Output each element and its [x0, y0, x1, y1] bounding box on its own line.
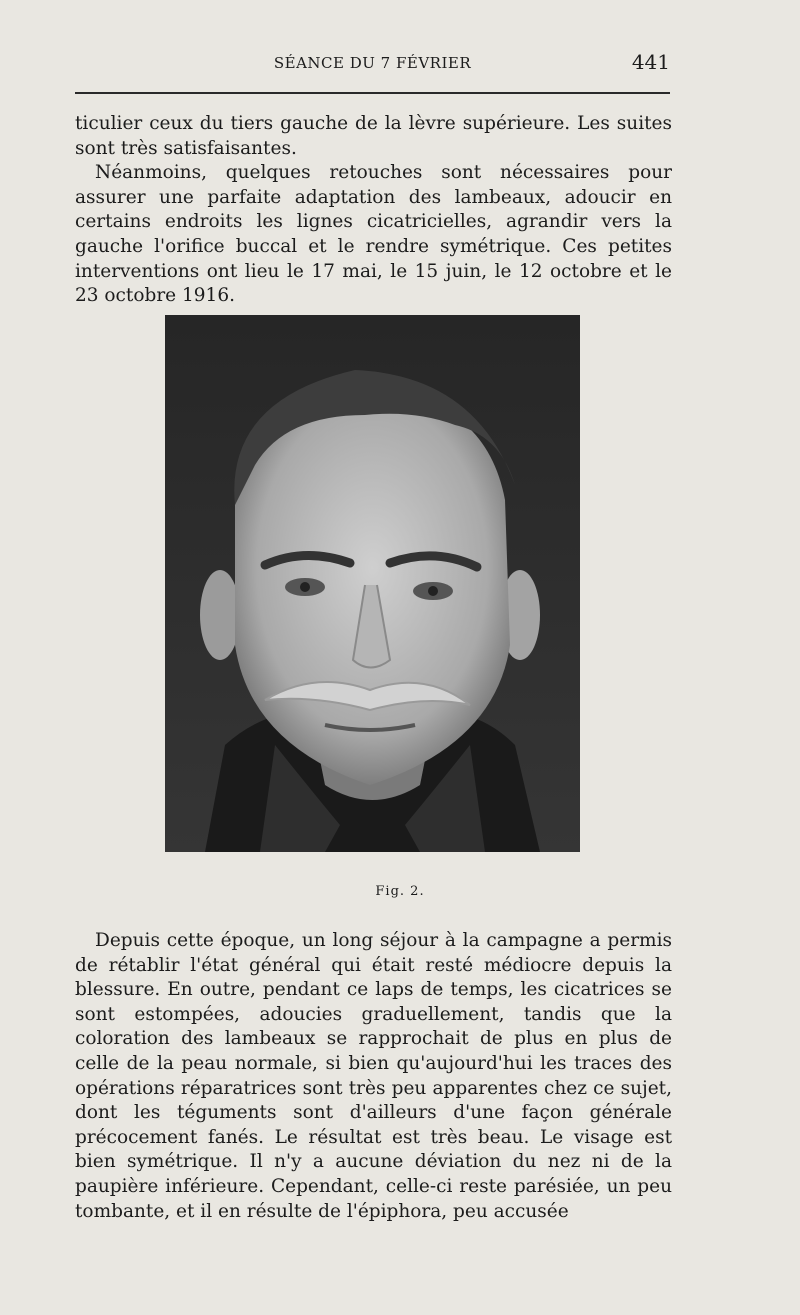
page-number: 441: [631, 50, 670, 74]
figure-caption: Fig. 2.: [375, 884, 425, 899]
running-head: SÉANCE DU 7 FÉVRIER: [273, 54, 472, 72]
paragraph: Depuis cette époque, un long séjour à la campagne a permis de rétablir l'état général qui était resté médiocre depuis la blessure. En outre, pendant ce laps de temps, les cicatrices se sont estompées, adoucies graduellement, tandis que la coloration des lambeaux se rapprochait de plus en plus de celle de la peau normale, si bien qu'aujourd'hui les traces des opérations réparatrices sont très peu apparentes chez ce sujet, dont les téguments sont d'ailleurs d'une façon générale précocement fanés. Le résultat est très beau. Le visage est bien symétrique. Il n'y a aucune déviation du nez ni de la paupière inférieure. Cependant, celle-ci reste parésiée, un peu tombante, et il en résulte de l'épiphora, peu accusée: [75, 930, 672, 1222]
paragraph: Néanmoins, quelques retouches sont nécessaires pour assurer une parfaite adaptation des lambeaux, adoucir en certains endroits les lignes cicatricielles, agrandir vers la gauche l'orifice buccal et le rendre symétrique. Ces petites interventions ont lieu le 17 mai, le 15 juin, le 12 octobre et le 23 octobre 1916.: [75, 162, 672, 307]
paragraph: ticulier ceux du tiers gauche de la lèvre supérieure. Les suites sont très satisfaisantes.: [75, 113, 672, 159]
page-header: [75, 50, 670, 80]
header-rule: [75, 92, 670, 94]
text-block-top: [75, 112, 672, 309]
portrait-photograph: [165, 315, 580, 852]
text-block-bottom: [75, 929, 672, 1224]
